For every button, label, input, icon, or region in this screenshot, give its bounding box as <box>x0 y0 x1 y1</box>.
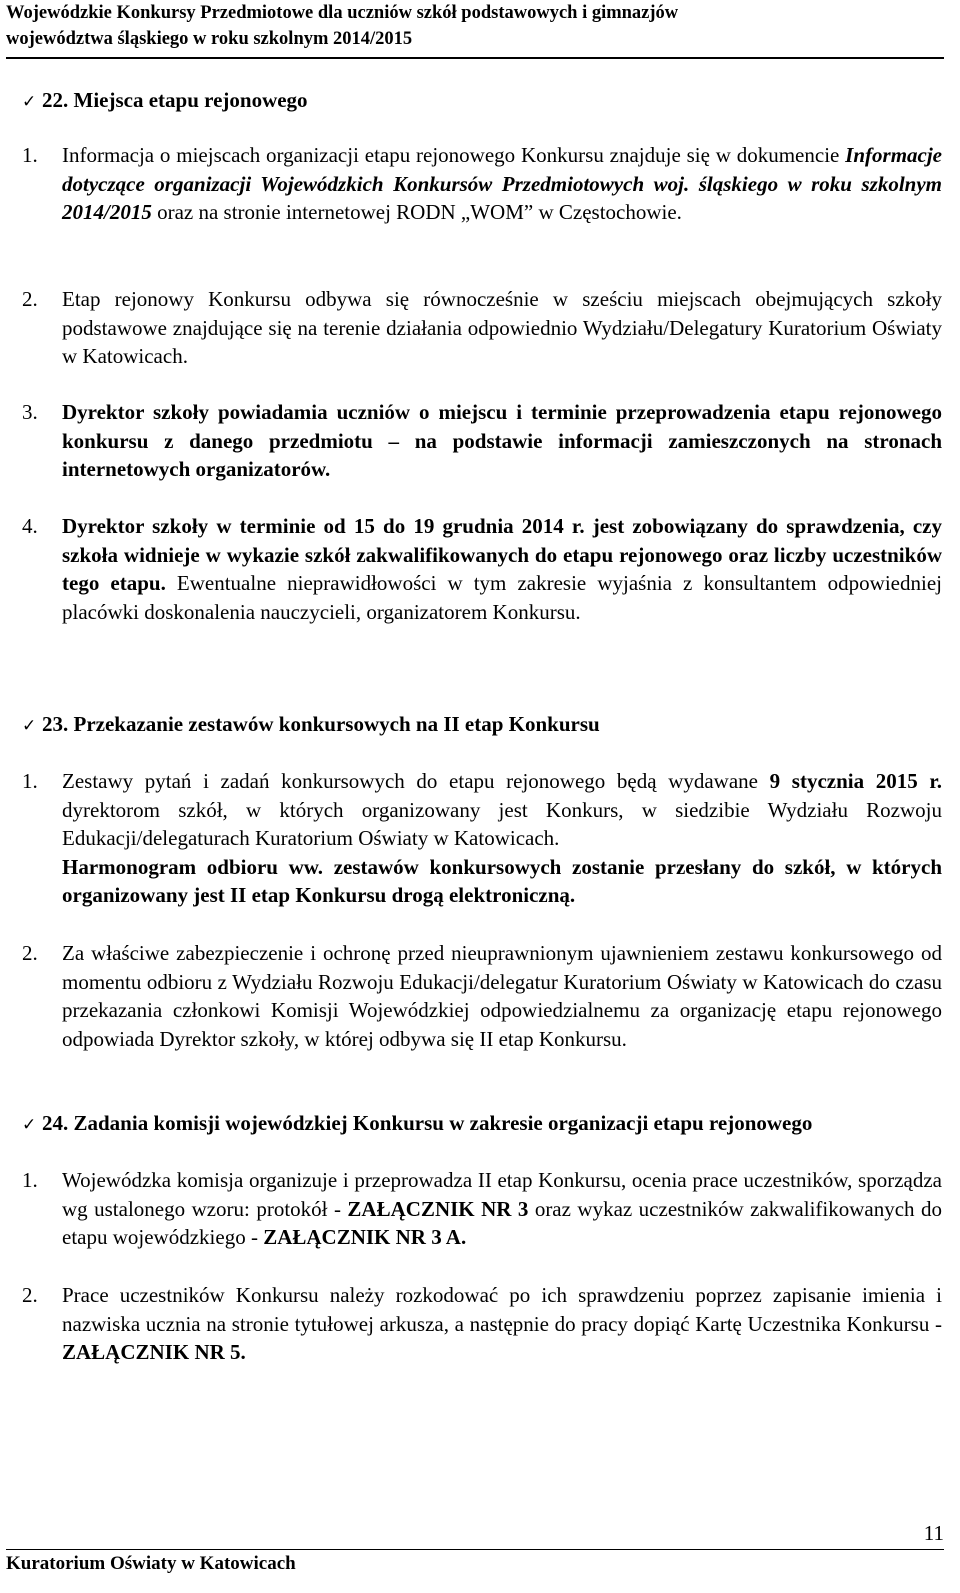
text-run: oraz na stronie internetowej RODN „WOM” w Częstochowie. <box>151 200 682 224</box>
text-run-bold: Dyrektor szkoły powiadamia uczniów o miejscu i terminie przeprowadzenia etapu rejonowego konkursu z danego przedmiotu – na podstawie informacji zamieszczonych na stronach internetowych organizatorów. <box>62 400 942 481</box>
item-number: 2. <box>22 1283 38 1307</box>
text-run-bold: 9 stycznia 2015 r. <box>769 769 943 793</box>
text-run-bold: . <box>460 1225 467 1249</box>
list-item <box>22 767 942 910</box>
text-run-bold: ZAŁĄCZNIK NR 3 A <box>263 1225 461 1249</box>
item-text <box>62 1281 942 1367</box>
text-run: Informacja o miejscach organizacji etapu rejonowego Konkursu znajduje się w dokumencie <box>62 143 846 167</box>
checkmark-icon: ✓ <box>22 716 37 736</box>
section-title: 24. Zadania komisji wojewódzkiej Konkursu w zakresie organizacji etapu rejonowego <box>42 1111 813 1135</box>
page-footer: Kuratorium Oświaty w Katowicach <box>6 1553 296 1574</box>
page-header <box>6 0 946 52</box>
text-run-bold: ZAŁĄCZNIK NR 3 <box>347 1196 529 1221</box>
checkmark-icon: ✓ <box>22 1115 37 1135</box>
section-heading <box>22 1109 942 1139</box>
text-run: Zestawy pytań i zadań konkursowych do etapu rejonowego będą wydawane <box>62 769 770 793</box>
item-text <box>62 512 942 626</box>
item-number: 1. <box>22 1168 38 1192</box>
text-run: Etap rejonowy Konkursu odbywa się równocześnie w sześciu miejscach obejmujących szkoły podstawowe znajdujące się na terenie działania odpowiednio Wydziału/Delegatury Kuratorium Oświaty w Katowicach. <box>62 287 942 368</box>
text-run: Za właściwe zabezpieczenie i ochronę przed nieuprawnionym ujawnieniem zestawu konkursowego od momentu odbioru z Wydziału Rozwoju Edukacji/delegatur Kuratorium Oświaty w Katowicach do czasu przekazania członkowi Komisji Wojewódzkiej odpowiedzialnemu za organizację etapu rejonowego odpowiada Dyrektor szkoły, w której odbywa się II etap Konkursu. <box>62 941 942 1051</box>
item-text <box>62 141 942 227</box>
item-number: 1. <box>22 769 38 793</box>
text-run: Prace uczestników Konkursu należy rozkodować po ich sprawdzeniu poprzez zapisanie imienia i nazwiska ucznia na stronie tytułowej arkusza, a następnie do pracy dopiąć Kartę Uczestnika Konkursu - <box>62 1283 942 1336</box>
item-number: 1. <box>22 143 38 167</box>
section-title: 22. Miejsca etapu rejonowego <box>42 88 308 112</box>
list-item <box>22 398 942 484</box>
section-heading <box>22 710 942 740</box>
item-text <box>62 285 942 371</box>
item-number: 4. <box>22 514 38 538</box>
item-number: 2. <box>22 287 38 311</box>
list-item <box>22 141 942 227</box>
item-number: 2. <box>22 941 38 965</box>
list-item <box>22 285 942 371</box>
text-run-bold-italic: Informacje dotyczące organizacji Wojewódzkich Konkursów Przedmiotowych woj. śląskiego w roku szkolnym 2014/2015 <box>62 143 942 224</box>
item-text <box>62 939 942 1053</box>
list-item <box>22 939 942 1053</box>
list-item <box>22 1281 942 1367</box>
text-run: dyrektorom szkół, w których organizowany jest Konkurs, w siedzibie Wydziału Rozwoju Edukacji/delegaturach Kuratorium Oświaty w Katowicach. <box>62 797 942 850</box>
text-run: Ewentualne nieprawidłowości w tym zakresie wyjaśnia z konsultantem odpowiedniej placówki doskonalenia nauczycieli, organizatorem Konkursu. <box>62 571 942 624</box>
footer-divider <box>6 1549 944 1550</box>
section-title: 23. Przekazanie zestawów konkursowych na II etap Konkursu <box>42 712 600 736</box>
text-run-bold: Dyrektor szkoły w terminie od 15 do 19 grudnia 2014 r. jest zobowiązany do sprawdzenia, czy szkoła widnieje w wykazie szkół zakwalifikowanych do etapu rejonowego oraz liczby uczestników tego etapu. <box>62 514 942 595</box>
item-text <box>62 1166 942 1252</box>
header-line-1: Wojewódzkie Konkursy Przedmiotowe dla uczniów szkół podstawowych i gimnazjów <box>6 3 679 23</box>
text-run-bold: Harmonogram odbioru ww. zestawów konkursowych zostanie przesłany do szkół, w których organizowany jest II etap Konkursu drogą elektroniczną. <box>62 854 942 907</box>
list-item <box>22 512 942 626</box>
checkmark-icon: ✓ <box>22 92 37 112</box>
header-divider <box>6 57 944 59</box>
item-text <box>62 767 942 910</box>
item-number: 3. <box>22 400 38 424</box>
text-run-bold: ZAŁĄCZNIK NR 5. <box>62 1340 246 1364</box>
text-run: Wojewódzka komisja organizuje i przeprowadza II etap Konkursu, ocenia prace uczestników, sporządza wg ustalonego wzoru: protokół - <box>62 1168 942 1221</box>
list-item <box>22 1166 942 1252</box>
header-line-2: województwa śląskiego w roku szkolnym 2014/2015 <box>6 29 413 49</box>
text-run: oraz wykaz uczestników zakwalifikowanych do etapu wojewódzkiego - <box>62 1196 942 1249</box>
item-text <box>62 398 942 484</box>
page-number: 11 <box>923 1521 944 1545</box>
section-heading <box>22 86 942 116</box>
